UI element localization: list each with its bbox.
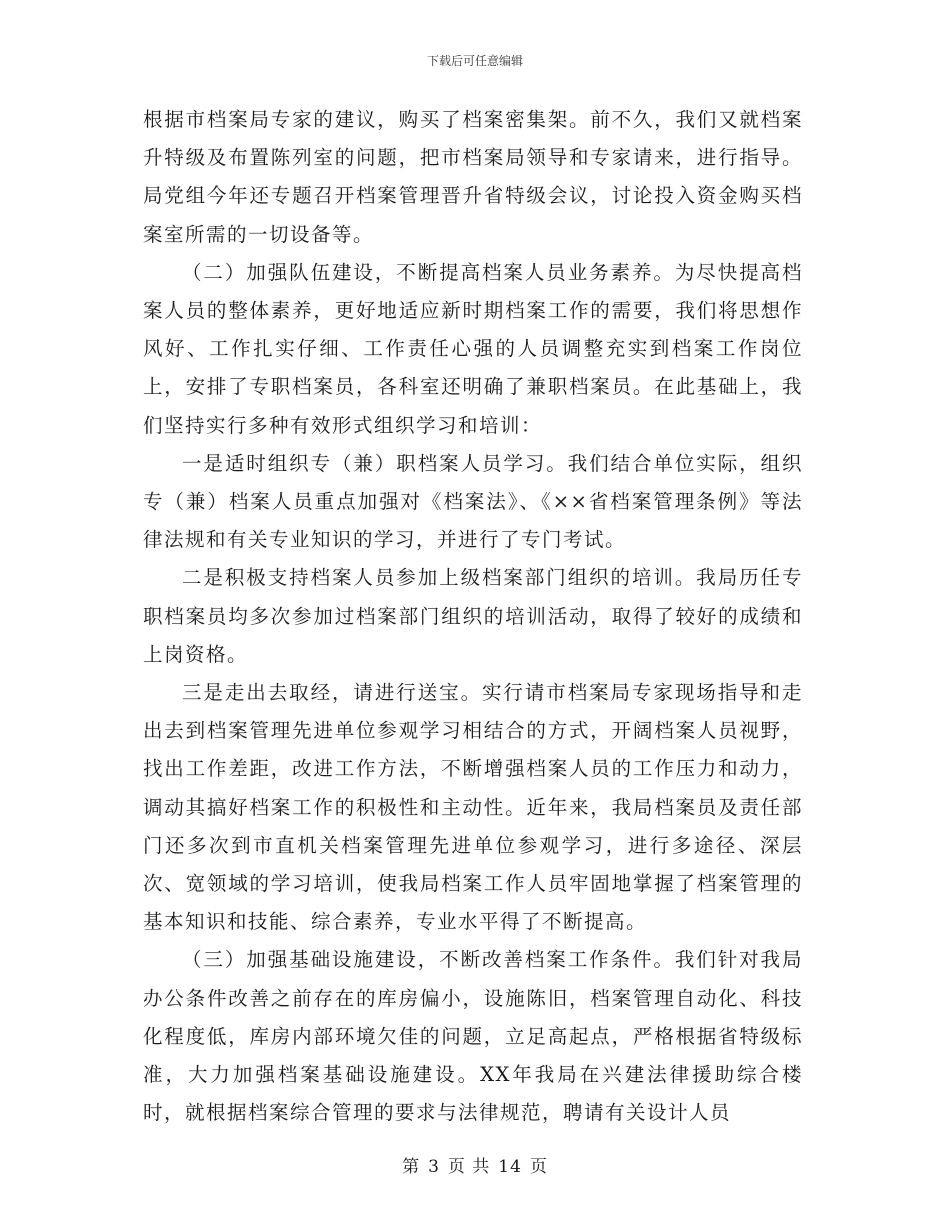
current-page-number: 3 [428,1157,440,1177]
paragraph: 根据市档案局专家的建议，购买了档案密集架。前不久，我们又就档案升特级及布置陈列室的问题，把市档案局领导和专家请来，进行指导。局党组今年还专题召开档案管理晋升省特级会议，讨论投入资金购买档案室所需的一切设备等。 [143,108,803,246]
total-page-count: 14 [498,1157,522,1177]
document-body [143,101,803,1132]
page-header: 下载后可任意编辑 [426,54,523,68]
footer-prefix: 第 [402,1157,421,1177]
footer-middle: 页 共 [447,1157,491,1177]
paragraph: 三是走出去取经，请进行送宝。实行请市档案局专家现场指导和走出去到档案管理先进单位参观学习相结合的方式，开阔档案人员视野，找出工作差距，改进工作方法，不断增强档案人员的工作压力和动力，调动其搞好档案工作的积极性和主动性。近年来，我局档案员及责任部门还多次到市直机关档案管理先进单位参观学习，进行多途径、深层次、宽领域的学习培训，使我局档案工作人员牢固地掌握了档案管理的基本知识和技能、综合素养，专业水平得了不断提高。 [143,681,803,934]
paragraph: 一是适时组织专（兼）职档案人员学习。我们结合单位实际，组织专（兼）档案人员重点加强对《档案法》、《××省档案管理条例》等法律法规和有关专业知识的学习，并进行了专门考试。 [143,451,803,552]
paragraph: （二）加强队伍建设，不断提高档案人员业务素养。为尽快提高档案人员的整体素养，更好地适应新时期档案工作的需要，我们将思想作风好、工作扎实仔细、工作责任心强的人员调整充实到档案工作岗位上，安排了专职档案员，各科室还明确了兼职档案员。在此基础上，我们坚持实行多种有效形式组织学习和培训： [143,260,803,437]
paragraph: 二是积极支持档案人员参加上级档案部门组织的培训。我局历任专职档案员均多次参加过档案部门组织的培训活动，取得了较好的成绩和上岗资格。 [143,566,803,666]
footer-suffix: 页 [529,1157,548,1177]
page-footer [0,1152,950,1177]
paragraph: （三）加强基础设施建设，不断改善档案工作条件。我们针对我局办公条件改善之前存在的库房偏小，设施陈旧，档案管理自动化、科技化程度低，库房内部环境欠佳的问题，立足高起点，严格根据省特级标准，大力加强档案基础设施建设。XX年我局在兴建法律援助综合楼时，就根据档案综合管理的要求与法律规范，聘请有关设计人员 [143,948,803,1125]
